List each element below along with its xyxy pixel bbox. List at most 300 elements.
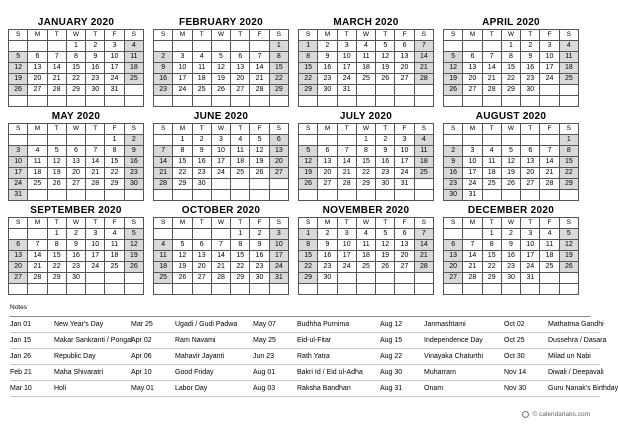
- day-cell: 27: [9, 273, 28, 284]
- day-cell: 5: [376, 41, 395, 52]
- weekday-header: W: [356, 30, 375, 41]
- weekday-header: S: [124, 124, 143, 135]
- day-cell: 15: [47, 251, 66, 262]
- day-cell: 5: [250, 135, 269, 146]
- weekday-header: T: [47, 218, 66, 229]
- day-cell: 23: [376, 168, 395, 179]
- day-cell: 3: [540, 41, 559, 52]
- day-cell: 17: [9, 168, 28, 179]
- month-grid: [443, 29, 579, 107]
- day-cell: 4: [192, 52, 211, 63]
- weekday-header: F: [395, 124, 414, 135]
- day-cell: 13: [395, 240, 414, 251]
- empty-cell: [540, 135, 559, 146]
- day-cell: 4: [356, 229, 375, 240]
- day-cell: 17: [86, 251, 105, 262]
- empty-cell: [250, 41, 269, 52]
- day-cell: 1: [482, 229, 501, 240]
- day-cell: 3: [337, 41, 356, 52]
- day-cell: 27: [28, 85, 47, 96]
- month-title: JUNE 2020: [193, 111, 249, 122]
- empty-cell: [124, 85, 143, 96]
- day-cell: 1: [173, 135, 192, 146]
- empty-cell: [9, 135, 28, 146]
- day-cell: 14: [211, 251, 230, 262]
- day-cell: 17: [337, 63, 356, 74]
- day-cell: 26: [47, 179, 66, 190]
- empty-cell: [414, 190, 433, 201]
- day-cell: 25: [540, 262, 559, 273]
- month-title: JANUARY 2020: [37, 17, 115, 28]
- holiday-date: May 01: [131, 385, 154, 392]
- empty-cell: [250, 179, 269, 190]
- day-cell: 5: [501, 146, 520, 157]
- holiday-date: Jun 23: [253, 353, 275, 360]
- day-cell: 26: [250, 168, 269, 179]
- empty-cell: [154, 284, 173, 295]
- day-cell: 6: [444, 240, 463, 251]
- day-cell: 4: [28, 146, 47, 157]
- holiday-date: Mar 10: [10, 385, 32, 392]
- weekday-header: F: [540, 124, 559, 135]
- day-cell: 10: [463, 157, 482, 168]
- holiday-name: Raksha Bandhan: [297, 385, 351, 392]
- day-cell: 15: [105, 157, 124, 168]
- day-cell: 1: [269, 41, 288, 52]
- holiday-entry: [10, 381, 66, 396]
- day-cell: 27: [66, 179, 85, 190]
- day-cell: 17: [463, 168, 482, 179]
- day-cell: 30: [250, 273, 269, 284]
- day-cell: 16: [250, 251, 269, 262]
- day-cell: 14: [414, 52, 433, 63]
- weekday-header: S: [559, 30, 578, 41]
- day-cell: 23: [521, 74, 540, 85]
- day-cell: 18: [192, 74, 211, 85]
- day-cell: 19: [376, 251, 395, 262]
- day-cell: 6: [395, 41, 414, 52]
- empty-cell: [154, 190, 173, 201]
- weekday-header: T: [482, 218, 501, 229]
- day-cell: 23: [318, 262, 337, 273]
- day-cell: 8: [482, 240, 501, 251]
- weekday-header: F: [105, 124, 124, 135]
- weekday-header: T: [192, 218, 211, 229]
- holiday-entry: [131, 317, 237, 332]
- holiday-name: Republic Day: [54, 353, 96, 360]
- footer-credit[interactable]: [522, 411, 590, 418]
- day-cell: 6: [9, 240, 28, 251]
- day-cell: 1: [559, 135, 578, 146]
- day-cell: 3: [337, 229, 356, 240]
- day-cell: 31: [463, 190, 482, 201]
- day-cell: 3: [269, 229, 288, 240]
- day-cell: 15: [66, 63, 85, 74]
- day-cell: 6: [521, 146, 540, 157]
- holiday-entry: [504, 333, 606, 348]
- day-cell: 12: [501, 157, 520, 168]
- day-cell: 19: [124, 251, 143, 262]
- day-cell: 24: [86, 262, 105, 273]
- day-cell: 11: [192, 63, 211, 74]
- day-cell: 16: [86, 63, 105, 74]
- day-cell: 1: [299, 41, 318, 52]
- empty-cell: [105, 96, 124, 107]
- day-cell: 7: [337, 146, 356, 157]
- day-cell: 29: [559, 179, 578, 190]
- empty-cell: [299, 96, 318, 107]
- empty-cell: [501, 135, 520, 146]
- empty-cell: [173, 96, 192, 107]
- month-5: [153, 110, 289, 201]
- day-cell: 19: [211, 74, 230, 85]
- day-cell: 30: [318, 273, 337, 284]
- day-cell: 9: [124, 146, 143, 157]
- day-cell: 26: [444, 85, 463, 96]
- weekday-header: S: [444, 30, 463, 41]
- empty-cell: [356, 96, 375, 107]
- empty-cell: [414, 85, 433, 96]
- empty-cell: [521, 96, 540, 107]
- day-cell: 30: [376, 179, 395, 190]
- empty-cell: [9, 284, 28, 295]
- weekday-header: S: [269, 124, 288, 135]
- day-cell: 13: [66, 157, 85, 168]
- holiday-date: Oct 30: [504, 353, 525, 360]
- day-cell: 7: [86, 146, 105, 157]
- weekday-header: W: [356, 218, 375, 229]
- holiday-entry: [10, 365, 103, 380]
- day-cell: 10: [9, 157, 28, 168]
- day-cell: 18: [414, 157, 433, 168]
- day-cell: 24: [337, 74, 356, 85]
- day-cell: 30: [501, 273, 520, 284]
- day-cell: 9: [318, 240, 337, 251]
- day-cell: 29: [299, 85, 318, 96]
- weekday-header: S: [559, 218, 578, 229]
- empty-cell: [376, 273, 395, 284]
- day-cell: 13: [395, 52, 414, 63]
- day-cell: 23: [124, 168, 143, 179]
- empty-cell: [414, 179, 433, 190]
- empty-cell: [482, 190, 501, 201]
- holiday-name: Budhha Purnima: [297, 321, 350, 328]
- day-cell: 13: [192, 251, 211, 262]
- day-cell: 22: [356, 168, 375, 179]
- day-cell: 31: [521, 273, 540, 284]
- day-cell: 3: [211, 135, 230, 146]
- day-cell: 29: [501, 85, 520, 96]
- weekday-header: T: [47, 30, 66, 41]
- holiday-name: Ugadi / Gudi Padwa: [175, 321, 238, 328]
- holiday-entry: [504, 349, 591, 364]
- empty-cell: [47, 41, 66, 52]
- weekday-header: T: [231, 218, 250, 229]
- day-cell: 18: [482, 168, 501, 179]
- day-cell: 3: [173, 52, 192, 63]
- empty-cell: [395, 96, 414, 107]
- empty-cell: [444, 135, 463, 146]
- day-cell: 13: [521, 157, 540, 168]
- day-cell: 22: [231, 262, 250, 273]
- weekday-header: T: [231, 124, 250, 135]
- day-cell: 28: [47, 85, 66, 96]
- weekday-header: S: [9, 124, 28, 135]
- month-8: [8, 204, 144, 295]
- day-cell: 30: [192, 179, 211, 190]
- day-cell: 15: [559, 157, 578, 168]
- day-cell: 8: [356, 146, 375, 157]
- day-cell: 20: [192, 262, 211, 273]
- empty-cell: [28, 229, 47, 240]
- empty-cell: [231, 96, 250, 107]
- empty-cell: [444, 41, 463, 52]
- month-6: [298, 110, 434, 201]
- empty-cell: [66, 190, 85, 201]
- day-cell: 29: [47, 273, 66, 284]
- month-grid: [298, 123, 434, 201]
- empty-cell: [463, 135, 482, 146]
- weekday-header: T: [86, 30, 105, 41]
- day-cell: 12: [173, 251, 192, 262]
- day-cell: 4: [356, 41, 375, 52]
- day-cell: 12: [376, 240, 395, 251]
- day-cell: 11: [559, 52, 578, 63]
- day-cell: 9: [376, 146, 395, 157]
- day-cell: 25: [414, 168, 433, 179]
- day-cell: 22: [299, 262, 318, 273]
- day-cell: 28: [414, 262, 433, 273]
- empty-cell: [231, 284, 250, 295]
- day-cell: 22: [47, 262, 66, 273]
- weekday-header: W: [501, 30, 520, 41]
- holiday-entry: [253, 317, 349, 332]
- holiday-entry: [253, 365, 363, 380]
- empty-cell: [211, 179, 230, 190]
- day-cell: 11: [231, 146, 250, 157]
- weekday-header: S: [124, 218, 143, 229]
- day-cell: 12: [444, 63, 463, 74]
- day-cell: 5: [211, 52, 230, 63]
- day-cell: 25: [356, 262, 375, 273]
- empty-cell: [299, 135, 318, 146]
- day-cell: 23: [444, 179, 463, 190]
- day-cell: 25: [482, 179, 501, 190]
- day-cell: 7: [250, 52, 269, 63]
- empty-cell: [47, 190, 66, 201]
- day-cell: 27: [231, 85, 250, 96]
- weekday-header: T: [521, 124, 540, 135]
- empty-cell: [521, 135, 540, 146]
- day-cell: 3: [105, 41, 124, 52]
- day-cell: 25: [231, 168, 250, 179]
- day-cell: 25: [559, 74, 578, 85]
- empty-cell: [124, 190, 143, 201]
- holiday-date: Aug 22: [380, 353, 403, 360]
- empty-cell: [192, 190, 211, 201]
- day-cell: 27: [395, 74, 414, 85]
- empty-cell: [66, 135, 85, 146]
- day-cell: 29: [356, 179, 375, 190]
- empty-cell: [540, 273, 559, 284]
- weekday-header: T: [337, 124, 356, 135]
- empty-cell: [105, 273, 124, 284]
- day-cell: 2: [86, 41, 105, 52]
- weekday-header: S: [269, 30, 288, 41]
- empty-cell: [356, 85, 375, 96]
- day-cell: 2: [376, 135, 395, 146]
- day-cell: 6: [66, 146, 85, 157]
- day-cell: 20: [318, 168, 337, 179]
- day-cell: 16: [318, 251, 337, 262]
- day-cell: 17: [521, 251, 540, 262]
- month-9: [153, 204, 289, 295]
- day-cell: 30: [124, 179, 143, 190]
- day-cell: 14: [28, 251, 47, 262]
- day-cell: 28: [86, 179, 105, 190]
- day-cell: 10: [86, 240, 105, 251]
- day-cell: 31: [9, 190, 28, 201]
- day-cell: 19: [9, 74, 28, 85]
- holiday-entry: [380, 317, 466, 332]
- day-cell: 21: [337, 168, 356, 179]
- weekday-header: S: [9, 30, 28, 41]
- empty-cell: [299, 190, 318, 201]
- day-cell: 4: [124, 41, 143, 52]
- day-cell: 26: [173, 273, 192, 284]
- day-cell: 14: [86, 157, 105, 168]
- day-cell: 1: [231, 229, 250, 240]
- empty-cell: [299, 284, 318, 295]
- day-cell: 26: [559, 262, 578, 273]
- day-cell: 30: [86, 85, 105, 96]
- day-cell: 25: [192, 85, 211, 96]
- empty-cell: [395, 190, 414, 201]
- holiday-entry: [380, 349, 483, 364]
- empty-cell: [540, 96, 559, 107]
- day-cell: 19: [299, 168, 318, 179]
- day-cell: 6: [28, 52, 47, 63]
- weekday-header: S: [444, 218, 463, 229]
- empty-cell: [66, 96, 85, 107]
- day-cell: 11: [356, 240, 375, 251]
- day-cell: 21: [154, 168, 173, 179]
- day-cell: 8: [231, 240, 250, 251]
- day-cell: 18: [231, 157, 250, 168]
- holiday-name: Independence Day: [424, 337, 483, 344]
- month-title: AUGUST 2020: [475, 111, 547, 122]
- empty-cell: [540, 284, 559, 295]
- day-cell: 19: [501, 168, 520, 179]
- empty-cell: [318, 135, 337, 146]
- day-cell: 14: [482, 63, 501, 74]
- holiday-date: Aug 03: [253, 385, 276, 392]
- day-cell: 31: [105, 85, 124, 96]
- day-cell: 26: [376, 262, 395, 273]
- month-3: [443, 16, 579, 107]
- day-cell: 8: [299, 52, 318, 63]
- day-cell: 22: [66, 74, 85, 85]
- day-cell: 25: [124, 74, 143, 85]
- holiday-entry: [504, 381, 618, 396]
- holiday-name: Makar Sankranti / Pongal: [54, 337, 133, 344]
- month-grid: [153, 123, 289, 201]
- day-cell: 2: [444, 146, 463, 157]
- weekday-header: S: [299, 218, 318, 229]
- day-cell: 24: [9, 179, 28, 190]
- day-cell: 16: [154, 74, 173, 85]
- day-cell: 23: [250, 262, 269, 273]
- holiday-date: May 07: [253, 321, 276, 328]
- month-4: [8, 110, 144, 201]
- day-cell: 7: [414, 41, 433, 52]
- day-cell: 9: [66, 240, 85, 251]
- weekday-header: W: [66, 218, 85, 229]
- month-grid: [298, 217, 434, 295]
- weekday-header: S: [444, 124, 463, 135]
- month-title: OCTOBER 2020: [181, 205, 261, 216]
- weekday-header: M: [173, 218, 192, 229]
- empty-cell: [269, 284, 288, 295]
- day-cell: 6: [463, 52, 482, 63]
- day-cell: 26: [211, 85, 230, 96]
- day-cell: 26: [501, 179, 520, 190]
- day-cell: 7: [211, 240, 230, 251]
- day-cell: 9: [192, 146, 211, 157]
- empty-cell: [211, 190, 230, 201]
- weekday-header: S: [299, 124, 318, 135]
- holiday-date: Apr 02: [131, 337, 152, 344]
- day-cell: 28: [337, 179, 356, 190]
- day-cell: 9: [250, 240, 269, 251]
- day-cell: 27: [192, 273, 211, 284]
- day-cell: 16: [376, 157, 395, 168]
- day-cell: 10: [173, 63, 192, 74]
- empty-cell: [192, 96, 211, 107]
- empty-cell: [559, 96, 578, 107]
- day-cell: 17: [105, 63, 124, 74]
- empty-cell: [414, 284, 433, 295]
- day-cell: 7: [540, 146, 559, 157]
- day-cell: 20: [395, 251, 414, 262]
- day-cell: 13: [269, 146, 288, 157]
- empty-cell: [269, 179, 288, 190]
- weekday-header: M: [28, 30, 47, 41]
- day-cell: 2: [192, 135, 211, 146]
- weekday-header: T: [521, 218, 540, 229]
- day-cell: 7: [47, 52, 66, 63]
- month-2: [298, 16, 434, 107]
- empty-cell: [337, 96, 356, 107]
- empty-cell: [376, 85, 395, 96]
- empty-cell: [86, 96, 105, 107]
- day-cell: 5: [299, 146, 318, 157]
- day-cell: 29: [269, 85, 288, 96]
- empty-cell: [414, 273, 433, 284]
- day-cell: 1: [299, 229, 318, 240]
- day-cell: 11: [105, 240, 124, 251]
- empty-cell: [47, 135, 66, 146]
- empty-cell: [376, 284, 395, 295]
- day-cell: 20: [269, 157, 288, 168]
- day-cell: 12: [299, 157, 318, 168]
- empty-cell: [192, 41, 211, 52]
- day-cell: 11: [356, 52, 375, 63]
- day-cell: 24: [337, 262, 356, 273]
- month-1: [153, 16, 289, 107]
- day-cell: 9: [86, 52, 105, 63]
- day-cell: 24: [269, 262, 288, 273]
